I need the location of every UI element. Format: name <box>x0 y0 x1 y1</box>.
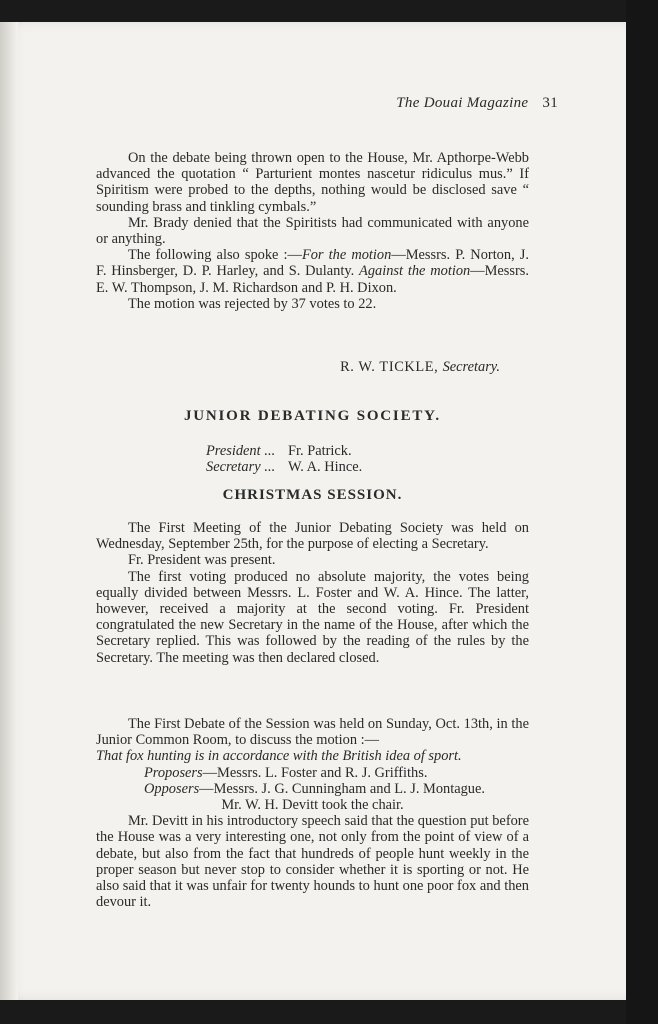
speakers-paragraph <box>96 247 529 296</box>
secretary-signature <box>340 359 500 376</box>
page-edge-background <box>626 0 658 1024</box>
officer-name: Fr. Patrick. <box>288 443 352 459</box>
paragraph: Mr. Devitt in his introductory speech said that the question put before the House was a very interesting one, not only from the point of view of a debate, but also from the fact that hundreds of people hunt weekly in the proper season but never stop to consider whether it is sporting or not. He also said that it was unfair for twenty hounds to hunt one poor fox and then devour it. <box>96 813 529 911</box>
chair-line: Mr. W. H. Devitt took the chair. <box>221 797 404 814</box>
for-motion-names: —Messrs. P. Norton, J. F. Hinsberger, D. P. Harley, and S. Dulanty. <box>96 247 529 280</box>
officer-row <box>206 459 362 475</box>
officer-row <box>206 443 362 459</box>
paragraph: The motion was rejected by 37 votes to 22. <box>128 295 377 312</box>
debate-report-end <box>96 150 529 312</box>
against-motion-names: —Messrs. E. W. Thompson, J. M. Richardson and P. H. Dixon. <box>96 263 529 296</box>
officers-list <box>206 443 362 476</box>
signature-role: Secretary. <box>442 359 500 375</box>
opposers-names: —Messrs. J. G. Cunningham and L. J. Montague. <box>199 780 485 797</box>
debate-motion: That fox hunting is in accordance with the British idea of sport. <box>96 748 462 765</box>
book-gutter <box>0 22 18 1000</box>
first-meeting-report <box>96 520 529 666</box>
paragraph: The First Debate of the Session was held on Sunday, Oct. 13th, in the Junior Common Room, to discuss the motion :— <box>96 716 529 749</box>
opposers-line <box>96 781 529 797</box>
first-debate-report <box>96 716 529 910</box>
opposers-label: Opposers <box>144 780 200 797</box>
running-header <box>396 95 558 112</box>
session-heading: CHRISTMAS SESSION. <box>222 487 403 503</box>
leader-dots: ... <box>264 443 275 459</box>
page-number: 31 <box>542 95 558 111</box>
signature-name: R. W. TICKLE, <box>340 359 439 375</box>
proposers-line <box>96 765 529 781</box>
paragraph: On the debate being thrown open to the House, Mr. Apthorpe-Webb advanced the quotation “ Parturient montes nascetur ridiculus mus.” If Spiritism were probed to the depths, nothing would be disclosed save “ sounding brass and tinkling cymbals.” <box>96 150 529 215</box>
officer-name: W. A. Hince. <box>288 459 363 476</box>
proposers-label: Proposers <box>144 764 203 781</box>
paragraph: The first voting produced no absolute majority, the votes being equally divided between Messrs. L. Foster and W. A. Hince. The latter, however, received a majority at the second voting. Fr. President congratulated the new Secretary in the name of the House, after which the Secretary replied. This was followed by the reading of the rules by the Secretary. The meeting was then declared closed. <box>96 568 529 666</box>
for-motion-label: For the motion <box>301 247 392 264</box>
against-motion-label: Against the motion <box>359 263 471 280</box>
officer-role: Secretary <box>206 459 261 476</box>
paragraph: Mr. Brady denied that the Spiritists had communicated with anyone or anything. <box>96 214 529 248</box>
section-heading: JUNIOR DEBATING SOCIETY. <box>183 408 441 424</box>
proposers-names: —Messrs. L. Foster and R. J. Griffiths. <box>202 764 428 781</box>
leader-dots: ... <box>264 459 275 476</box>
speakers-intro: The following also spoke :— <box>128 247 302 264</box>
officer-role: President <box>206 443 261 459</box>
magazine-title: The Douai Magazine <box>396 95 529 111</box>
paragraph: Fr. President was present. <box>128 552 276 569</box>
paragraph: The First Meeting of the Junior Debating Society was held on Wednesday, September 25th, for the purpose of electing a Secretary. <box>96 520 529 553</box>
